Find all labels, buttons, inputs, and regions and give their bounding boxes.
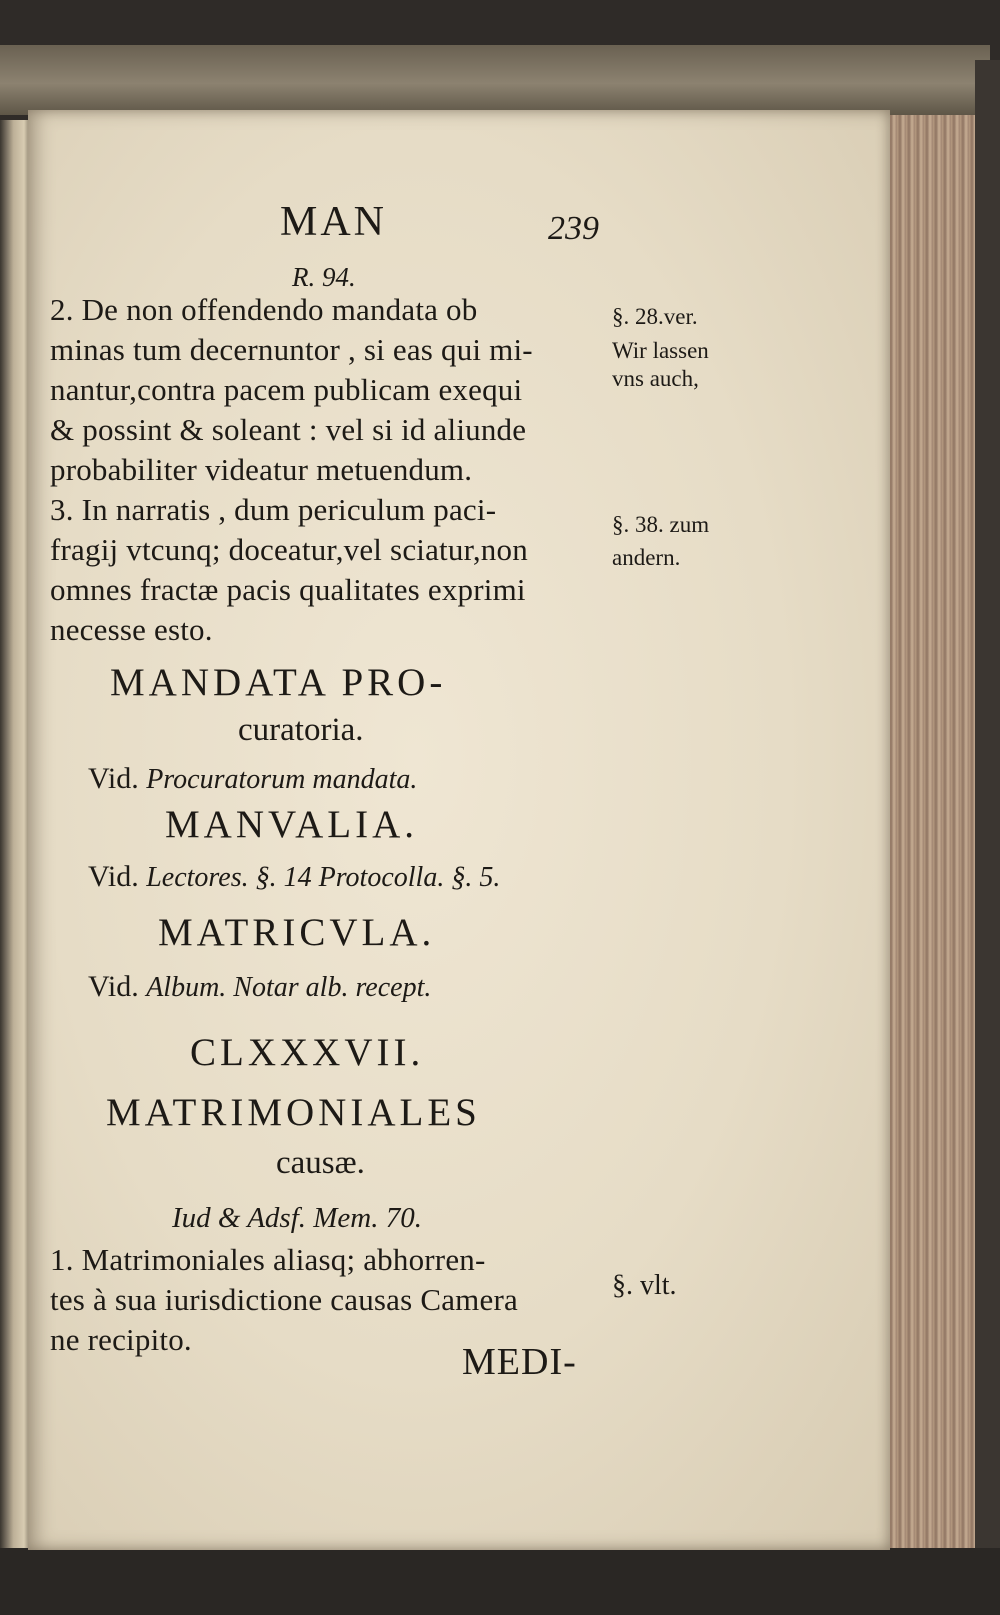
fore-edge-shadow [975, 60, 1000, 1615]
section-heading: MATRIMONIALES [106, 1091, 481, 1134]
cross-reference [88, 970, 431, 1004]
reference: R. 94. [292, 262, 356, 292]
text-line: 2. De non offendendo mandata ob [50, 292, 478, 327]
vid-label: Vid. [88, 762, 139, 795]
fore-edge [888, 115, 988, 1550]
text-line: tes à sua iurisdictione causas Camera [50, 1282, 518, 1317]
text-line: & possint & soleant : vel si id aliunde [50, 412, 527, 447]
margin-note: andern. [612, 545, 681, 570]
margin-note: §. 28.ver. [612, 304, 698, 329]
text-line: probabiliter videatur metuendum. [50, 452, 473, 487]
section-heading-continued: curatoria. [238, 712, 364, 748]
reference: Iud & Adsf. Mem. 70. [172, 1202, 422, 1234]
margin-note: vns auch, [612, 366, 699, 391]
cross-reference [88, 762, 417, 796]
text-line: omnes fractæ pacis qualitates exprimi [50, 572, 526, 607]
margin-note: §. vlt. [612, 1270, 677, 1301]
section-heading: MANDATA PRO- [110, 661, 447, 704]
cross-reference-target: Procuratorum mandata. [146, 764, 418, 795]
margin-note: §. 38. zum [612, 512, 710, 537]
page-number: 239 [548, 210, 599, 247]
text-line: fragij vtcunq; doceatur,vel sciatur,non [50, 532, 528, 567]
section-number: CLXXXVII. [190, 1031, 425, 1074]
cross-reference [88, 860, 500, 894]
cross-reference-target: Lectores. §. 14 Protocolla. §. 5. [146, 862, 501, 893]
left-page-stack [0, 120, 30, 1550]
margin-note: Wir lassen [612, 338, 709, 363]
text-line: 3. In narratis , dum periculum paci- [50, 492, 497, 527]
running-head-word: MAN [280, 199, 388, 245]
cross-reference-target: Album. Notar alb. recept. [146, 972, 432, 1003]
text-line: 1. Matrimoniales aliasq; abhorren- [50, 1242, 486, 1277]
section-heading: MANVALIA. [165, 803, 419, 846]
vid-label: Vid. [88, 970, 139, 1003]
text-line: nantur,contra pacem publicam exequi [50, 372, 523, 407]
section-heading-continued: causæ. [276, 1145, 365, 1181]
text-line: ne recipito. [50, 1322, 192, 1357]
text-line: necesse esto. [50, 612, 213, 647]
section-heading: MATRICVLA. [158, 911, 436, 954]
book-top-edge [0, 45, 990, 115]
vid-label: Vid. [88, 860, 139, 893]
text-line: minas tum decernuntor , si eas qui mi- [50, 332, 533, 367]
catchword: MEDI- [462, 1341, 577, 1383]
background-bottom [0, 1548, 1000, 1615]
